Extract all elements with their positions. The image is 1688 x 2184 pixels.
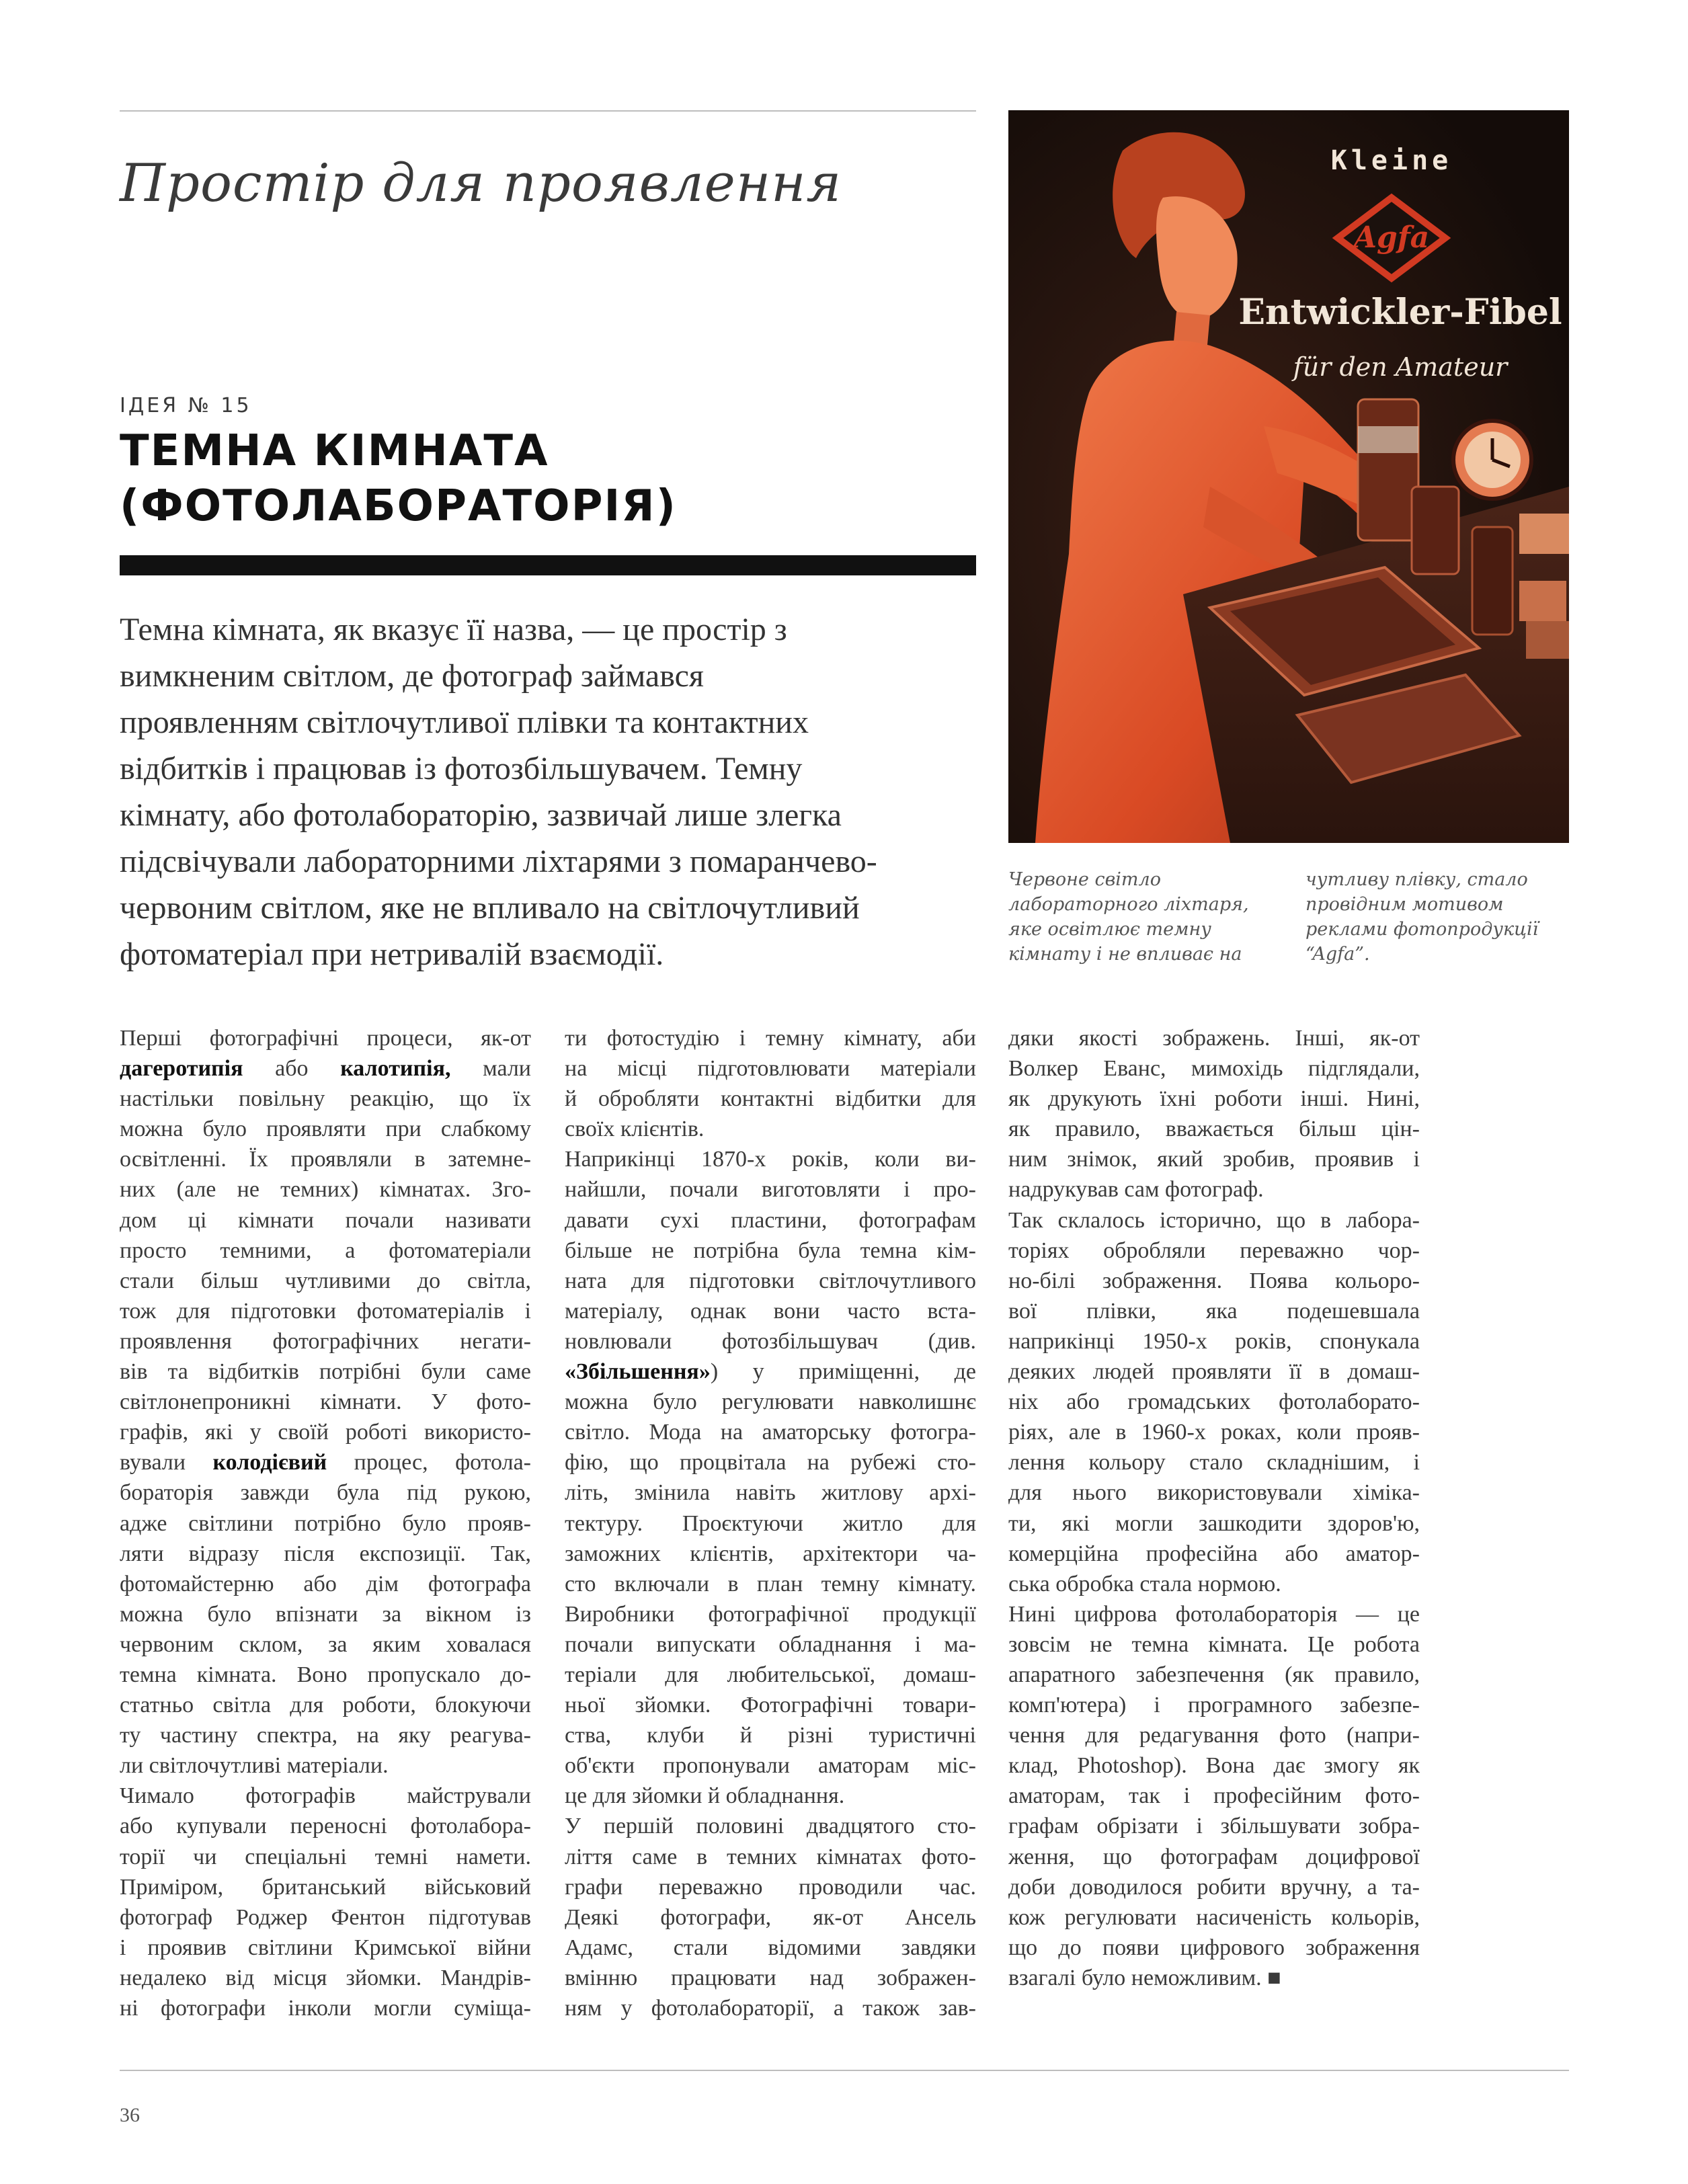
- body-text-line: сто включали в план темну кімнату.: [565, 1571, 976, 1596]
- body-text-line: що до появи цифрового зображення: [1008, 1935, 1420, 1960]
- body-text-line: або купували переносні фотолабора-: [120, 1814, 531, 1839]
- body-text-line: взагалі було неможливим. ■: [1008, 1965, 1281, 1990]
- body-text-line: «Збільшення») у приміщенні, де: [565, 1359, 976, 1385]
- body-text-line: Так склалось історично, що в лабора-: [1008, 1207, 1420, 1233]
- body-text-line: й обробляти контактні відбитки для: [565, 1086, 976, 1112]
- caption-left: [1008, 867, 1264, 967]
- caption-line: кімнату і не впливає на: [1008, 944, 1242, 965]
- body-text-line: ська обробка стала нормою.: [1008, 1571, 1281, 1596]
- body-text-line: світлонепроникні кімнати. У фото-: [120, 1389, 531, 1415]
- body-text-line: тож для підготовки фотоматеріалів і: [120, 1298, 531, 1324]
- body-text-line: стали більш чутливими до світла,: [120, 1268, 531, 1293]
- body-text-line: ната для підготовки світлочутливого: [565, 1268, 976, 1293]
- body-text-line: своїх клієнтів.: [565, 1117, 705, 1142]
- body-text-line: ли світлочутливі матеріали.: [120, 1753, 389, 1779]
- body-text-line: можна було впізнати за вікном із: [120, 1601, 531, 1627]
- body-text-line: Адамс, стали відомими завдяки: [565, 1935, 976, 1960]
- poster-text-kleine: Kleine: [1330, 145, 1453, 176]
- body-text-line: ньої зйомки. Фотографічні товари-: [565, 1693, 976, 1718]
- glossary-term: дагеротипія: [120, 1056, 243, 1082]
- body-text-line: вої плівки, яка подешевшала: [1008, 1298, 1420, 1324]
- body-text-line: просто темними, а фотоматеріали: [120, 1238, 531, 1263]
- body-text-line: заможних клієнтів, архітектори ча-: [565, 1541, 976, 1566]
- body-text-line: деяких людей проявляти її в домаш-: [1008, 1359, 1420, 1385]
- body-text-line: проявлення фотографічних негати-: [120, 1328, 531, 1354]
- body-text-line: Наприкінці 1870-х років, коли ви-: [565, 1147, 976, 1172]
- body-text-line: матеріалу, однак вони часто вста-: [565, 1298, 976, 1324]
- body-text-line: бораторія завжди була під рукою,: [120, 1480, 531, 1506]
- body-text-line: дагеротипія або калотипія, мали: [120, 1056, 531, 1082]
- body-text-line: недалеко від місця зйомки. Мандрів-: [120, 1965, 531, 1990]
- body-column-1: [120, 1023, 531, 2023]
- lead-line: Темна кімната, як вказує її назва, — це простір з: [120, 612, 787, 647]
- body-text-line: освітленні. Їх проявляли в затемне-: [120, 1147, 531, 1172]
- body-text-line: дяки якості зображень. Інші, як-от: [1008, 1026, 1420, 1051]
- body-text-line: графи переважно проводили час.: [565, 1874, 976, 1900]
- body-text-line: них (але не темних) кімнатах. Зго-: [120, 1177, 531, 1203]
- body-text-line: почали випускати обладнання і ма-: [565, 1631, 976, 1657]
- body-text-line: надрукував сам фотограф.: [1008, 1177, 1264, 1203]
- body-text-line: Перші фотографічні процеси, як-от: [120, 1026, 531, 1051]
- body-text-line: лення кольору стало складнішим, і: [1008, 1450, 1420, 1475]
- caption-right: [1305, 867, 1561, 967]
- body-text-line: вмінню працювати над зображен-: [565, 1965, 976, 1990]
- body-column-3: [1008, 1023, 1420, 1993]
- body-text-line: адже світлини потрібно було прояв-: [120, 1510, 531, 1536]
- caption-line: Червоне світло: [1008, 869, 1161, 890]
- lead-paragraph: [120, 606, 976, 977]
- body-text-line: для нього використовували хіміка-: [1008, 1480, 1420, 1506]
- body-text-line: торіях обробляли переважно чор-: [1008, 1238, 1420, 1263]
- poster-illustration: [1008, 110, 1569, 843]
- body-text-line: літь, змінила навіть житлову архі-: [565, 1480, 976, 1506]
- lead-line: вимкненим світлом, де фотограф займався: [120, 658, 704, 694]
- caption-line: яке освітлює темну: [1008, 919, 1211, 940]
- body-text-line: ням у фотолабораторії, а також зав-: [565, 1996, 976, 2021]
- poster-text-entwickler: Entwickler-Fibel: [1238, 292, 1562, 333]
- body-text-line: теріали для любительської, домаш-: [565, 1662, 976, 1687]
- agfa-poster-image: [1008, 110, 1569, 843]
- poster-text-agfa: Agfa: [1353, 220, 1430, 255]
- caption-line: реклами фотопродукції: [1305, 919, 1539, 940]
- caption-line: “Agfa”.: [1305, 944, 1370, 965]
- body-text-line: Виробники фотографічної продукції: [565, 1601, 976, 1627]
- idea-heading: [120, 423, 976, 534]
- caption-line: чутливу плівку, стало: [1305, 869, 1528, 890]
- body-text-line: комерційна професійна або аматор-: [1008, 1541, 1420, 1566]
- body-text-line: тектуру. Проєктуючи житло для: [565, 1510, 976, 1536]
- body-text-line: червоним склом, за яким ховалася: [120, 1631, 531, 1657]
- idea-number-label: ІДЕЯ № 15: [120, 394, 252, 417]
- body-text-line: кож регулювати насиченість кольорів,: [1008, 1904, 1420, 1930]
- body-text-line: більше не потрібна була темна кім-: [565, 1238, 976, 1263]
- body-text-line: вували колодієвий процес, фотола-: [120, 1450, 531, 1475]
- body-text-line: ляти відразу після експозиції. Так,: [120, 1541, 531, 1566]
- heading-underline-bar: [120, 555, 976, 575]
- glossary-term: «Збільшення»: [565, 1359, 711, 1385]
- body-column-2: [565, 1023, 976, 2023]
- body-text-line: ти фотостудію і темну кімнату, аби: [565, 1026, 976, 1051]
- body-text-line: Приміром, британський військовий: [120, 1874, 531, 1900]
- body-text-line: ріях, але в 1960-х роках, коли прояв-: [1008, 1420, 1420, 1445]
- body-text-line: доби доводилося робити вручну, а та-: [1008, 1874, 1420, 1900]
- body-text-line: ні фотографи інколи могли суміща-: [120, 1996, 531, 2021]
- lead-line: проявленням світлочутливої плівки та контактних: [120, 704, 809, 740]
- body-text-line: Волкер Еванс, мимохідь підглядали,: [1008, 1056, 1420, 1082]
- body-text-line: торії чи спеціальні темні намети.: [120, 1844, 531, 1869]
- body-text-line: статньо світла для роботи, блокуючи: [120, 1693, 531, 1718]
- body-text-line: на місці підготовлювати матеріали: [565, 1056, 976, 1082]
- body-text-line: ти, які могли зашкодити здоров'ю,: [1008, 1510, 1420, 1536]
- bottom-rule: [120, 2070, 1569, 2071]
- body-text-line: як друкують їхні роботи інші. Нині,: [1008, 1086, 1420, 1112]
- body-text-line: і проявив світлини Кримської війни: [120, 1935, 531, 1960]
- body-text-line: ту частину спектра, на яку реагува-: [120, 1723, 531, 1748]
- body-text-line: фію, що процвітала на рубежі сто-: [565, 1450, 976, 1475]
- body-text-line: це для зйомки й обладнання.: [565, 1783, 845, 1809]
- lead-line: фотоматеріал при нетривалій взаємодії.: [120, 936, 664, 972]
- body-text-line: У першій половині двадцятого сто-: [565, 1814, 976, 1839]
- body-text-line: но-білі зображення. Поява кольоро-: [1008, 1268, 1420, 1293]
- body-text-line: аматорам, так і професійним фото-: [1008, 1783, 1420, 1809]
- body-text-line: дом ці кімнати почали називати: [120, 1207, 531, 1233]
- body-text-line: як правило, вважається більш цін-: [1008, 1117, 1420, 1142]
- body-text-line: комп'ютера) і програмного забезпе-: [1008, 1693, 1420, 1718]
- lead-line: підсвічували лабораторними ліхтарями з помаранчево-: [120, 844, 877, 879]
- body-text-line: апаратного забезпечення (як правило,: [1008, 1662, 1420, 1687]
- body-text-line: Нині цифрова фотолабораторія — це: [1008, 1601, 1420, 1627]
- poster-text-amateur: für den Amateur: [1293, 352, 1508, 382]
- section-title: Простір для проявлення: [120, 153, 842, 214]
- body-text-line: об'єкти пропонували аматорам міс-: [565, 1753, 976, 1779]
- body-text-line: фотомайстерню або дім фотографа: [120, 1571, 531, 1596]
- idea-heading-line: (ФОТОЛАБОРАТОРІЯ): [120, 481, 677, 531]
- caption-line: лабораторного ліхтаря,: [1008, 894, 1249, 915]
- body-text-line: клад, Photoshop). Вона дає змогу як: [1008, 1753, 1420, 1779]
- body-text-line: ніх або громадських фотолаборато-: [1008, 1389, 1420, 1415]
- body-text-line: світло. Мода на аматорську фотогра-: [565, 1420, 976, 1445]
- body-text-line: наприкінці 1950-х років, спонукала: [1008, 1328, 1420, 1354]
- caption-line: провідним мотивом: [1305, 894, 1504, 915]
- body-text-line: можна було проявляти при слабкому: [120, 1117, 531, 1142]
- glossary-term: калотипія,: [340, 1056, 451, 1082]
- body-text-line: ним знімок, який зробив, проявив і: [1008, 1147, 1420, 1172]
- body-text-line: вів та відбитків потрібні були саме: [120, 1359, 531, 1385]
- body-text-line: ства, клуби й різні туристичні: [565, 1723, 976, 1748]
- body-text-line: найшли, почали виготовляти і про-: [565, 1177, 976, 1203]
- glossary-term: колодієвий: [212, 1450, 327, 1475]
- body-text-line: чення для редагування фото (напри-: [1008, 1723, 1420, 1748]
- body-text-line: графам обрізати і збільшувати зобра-: [1008, 1814, 1420, 1839]
- body-text-line: зовсім не темна кімната. Це робота: [1008, 1631, 1420, 1657]
- lead-line: кімнату, або фотолабораторію, зазвичай лише злегка: [120, 797, 842, 833]
- lead-line: червоним світлом, яке не впливало на світлочутливий: [120, 890, 860, 926]
- body-text-line: ження, що фотографам доцифрової: [1008, 1844, 1420, 1869]
- body-text-line: темна кімната. Воно пропускало до-: [120, 1662, 531, 1687]
- body-text-line: новлювали фотозбільшувач (див.: [565, 1328, 976, 1354]
- top-rule: [120, 110, 976, 112]
- body-text-line: графів, які у своїй роботі використо-: [120, 1420, 531, 1445]
- body-text-line: фотограф Роджер Фентон підготував: [120, 1904, 531, 1930]
- body-text-line: Деякі фотографи, як-от Ансель: [565, 1904, 976, 1930]
- body-text-line: ліття саме в темних кімнатах фото-: [565, 1844, 976, 1869]
- body-text-line: давати сухі пластини, фотографам: [565, 1207, 976, 1233]
- page-number: 36: [120, 2104, 140, 2126]
- body-text-line: можна було регулювати навколишнє: [565, 1389, 976, 1415]
- idea-heading-line: ТЕМНА КІМНАТА: [120, 426, 549, 476]
- body-text-line: настільки повільну реакцію, що їх: [120, 1086, 531, 1112]
- body-text-line: Чимало фотографів майстрували: [120, 1783, 531, 1809]
- lead-line: відбитків і працював із фотозбільшувачем. Темну: [120, 751, 803, 786]
